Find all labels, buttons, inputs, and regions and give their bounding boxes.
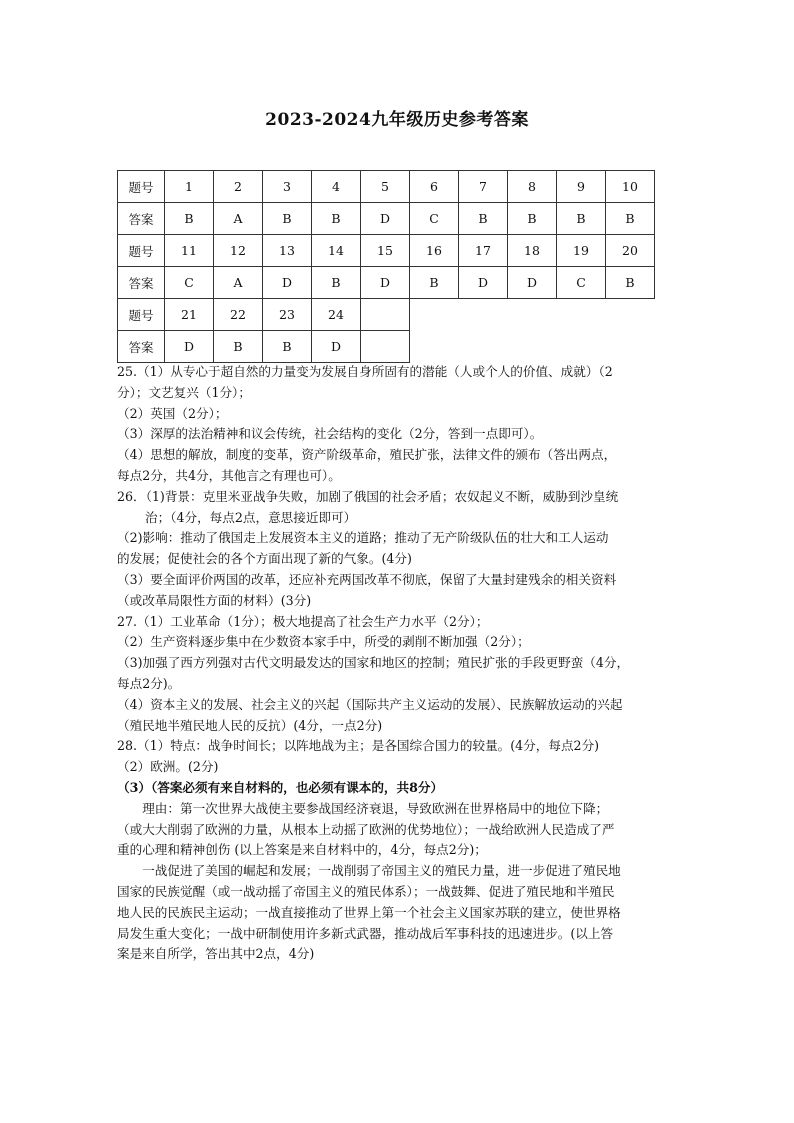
table-cell: 8: [508, 171, 557, 203]
text-line: 27.（1）工业革命（1分）；极大地提高了社会生产力水平（2分）；: [117, 613, 489, 629]
table-cell: B: [410, 267, 459, 299]
table-cell: 3: [263, 171, 312, 203]
table-row: [118, 235, 655, 267]
text-line: 地人民的民族民主运动；一战直接推动了世界上第一个社会主义国家苏联的建立，使世界格: [117, 904, 621, 920]
text-line: 治；（4分，每点2点，意思接近即可）: [145, 509, 357, 525]
table-row: [118, 331, 655, 363]
table-cell: B: [508, 203, 557, 235]
table-cell: C: [410, 203, 459, 235]
text-line: 25.（1）从专心于超自然的力量变为发展自身所固有的潜能（人或个人的价值、成就）（2: [117, 364, 613, 379]
text-line: （或改革局限性方面的材料）(3分): [117, 592, 312, 608]
table-cell: D: [361, 203, 410, 235]
table-cell-empty: [361, 331, 410, 363]
text-line: 的发展；促使社会的各个方面出现了新的气象。(4分): [117, 551, 412, 567]
table-cell: 12: [214, 235, 263, 267]
answer-text: [117, 362, 679, 965]
table-cell: 题号: [118, 171, 165, 203]
text-line: 26．（1)背景：克里米亚战争失败，加剧了俄国的社会矛盾；农奴起义不断，威胁到沙皇统: [117, 488, 619, 504]
text-line: （或大大削弱了欧洲的力量，从根本上动摇了欧洲的优势地位）；一战给欧洲人民造成了严: [117, 821, 615, 837]
table-cell: 20: [606, 235, 655, 267]
table-cell: B: [606, 203, 655, 235]
text-line: （2）生产资料逐步集中在少数资本家手中，所受的剥削不断加强（2分）；: [117, 634, 530, 650]
table-cell: 1: [165, 171, 214, 203]
text-line: （2）英国（2分）；: [117, 405, 228, 421]
table-cell: 13: [263, 235, 312, 267]
text-line: （4）思想的解放，制度的变革，资产阶级革命，殖民扩张，法律文件的颁布（答出两点，: [117, 447, 617, 463]
text-line: 28.（1）特点：战争时间长；以阵地战为主；是各国综合国力的较量。(4分，每点2分): [117, 738, 600, 754]
table-cell: 15: [361, 235, 410, 267]
table-row: [118, 299, 655, 331]
table-cell: 题号: [118, 299, 165, 331]
table-cell: 题号: [118, 235, 165, 267]
table-cell: A: [214, 203, 263, 235]
table-cell: C: [165, 267, 214, 299]
table-cell: 18: [508, 235, 557, 267]
page-title: 2023-2024九年级历史参考答案: [265, 110, 529, 130]
text-line: 国家的民族觉醒（或一战动摇了帝国主义的殖民体系）；一战鼓舞、促进了殖民地和半殖民: [117, 883, 615, 899]
table-cell: 11: [165, 235, 214, 267]
table-blank: [410, 331, 655, 363]
table-cell: A: [214, 267, 263, 299]
table-cell: 16: [410, 235, 459, 267]
text-line: 重的心理和精神创伤 (以上答案是来自材料中的，4分，每点2分)；: [117, 842, 487, 858]
text-line: （4）资本主义的发展、社会主义的兴起（国际共产主义运动的发展）、民族解放运动的兴起: [117, 696, 623, 712]
table-cell: 6: [410, 171, 459, 203]
text-line: 一战促进了美国的崛起和发展；一战削弱了帝国主义的殖民力量，进一步促进了殖民地: [142, 863, 621, 879]
table-row: [118, 203, 655, 235]
table-cell: 5: [361, 171, 410, 203]
table-cell: 17: [459, 235, 508, 267]
table-cell: D: [263, 267, 312, 299]
table-cell: C: [557, 267, 606, 299]
table-cell: B: [263, 331, 312, 363]
table-cell: 答案: [118, 331, 165, 363]
table-cell: 7: [459, 171, 508, 203]
table-cell-empty: [361, 299, 410, 331]
table-cell: B: [459, 203, 508, 235]
table-cell: B: [312, 267, 361, 299]
table-row: [118, 171, 655, 203]
table-cell: B: [214, 331, 263, 363]
table-cell: D: [361, 267, 410, 299]
table-cell: 9: [557, 171, 606, 203]
table-cell: 22: [214, 299, 263, 331]
answer-table: [117, 170, 655, 363]
text-line: 每点2分)。: [117, 675, 181, 691]
table-cell: 2: [214, 171, 263, 203]
table-cell: B: [165, 203, 214, 235]
table-blank: [410, 299, 655, 331]
table-cell: 10: [606, 171, 655, 203]
table-cell: 答案: [118, 267, 165, 299]
table-cell: 24: [312, 299, 361, 331]
text-line: 分）；文艺复兴（1分）；: [117, 384, 251, 400]
text-line: 局发生重大变化；一战中研制使用许多新式武器，推动战后军事科技的迅速进步。(以上答: [117, 925, 614, 941]
text-line: （3）要全面评价两国的改革，还应补充两国改革不彻底，保留了大量封建残余的相关资料: [117, 571, 617, 587]
table-cell: 答案: [118, 203, 165, 235]
table-cell: D: [459, 267, 508, 299]
text-line: 理由：第一次世界大战使主要参战国经济衰退，导致欧洲在世界格局中的地位下降；: [142, 800, 609, 816]
text-line: （2）欧洲。(2分): [117, 759, 219, 775]
text-line: （2)影响：推动了俄国走上发展资本主义的道路；推动了无产阶级队伍的壮大和工人运动: [117, 530, 609, 546]
table-cell: 21: [165, 299, 214, 331]
text-line: 案是来自所学，答出其中2点，4分): [117, 946, 315, 962]
text-line: （3）（答案必须有来自材料的，也必须有课本的，共8分）: [117, 779, 444, 795]
table-cell: B: [312, 203, 361, 235]
text-line: （3)加强了西方列强对古代文明最发达的国家和地区的控制；殖民扩张的手段更野蛮（4分，: [117, 655, 630, 671]
text-line: （3）深厚的法治精神和议会传统，社会结构的变化（2分，答到一点即可）。: [117, 426, 543, 442]
table-cell: 4: [312, 171, 361, 203]
table-cell: B: [263, 203, 312, 235]
table-cell: D: [165, 331, 214, 363]
text-line: 每点2分，共4分，其他言之有理也可）。: [117, 467, 341, 483]
table-cell: 23: [263, 299, 312, 331]
table-cell: B: [557, 203, 606, 235]
table-cell: 14: [312, 235, 361, 267]
table-row: [118, 267, 655, 299]
table-cell: 19: [557, 235, 606, 267]
table-cell: D: [508, 267, 557, 299]
table-cell: B: [606, 267, 655, 299]
table-cell: D: [312, 331, 361, 363]
text-line: （殖民地半殖民地人民的反抗）(4分，一点2分): [117, 717, 383, 733]
